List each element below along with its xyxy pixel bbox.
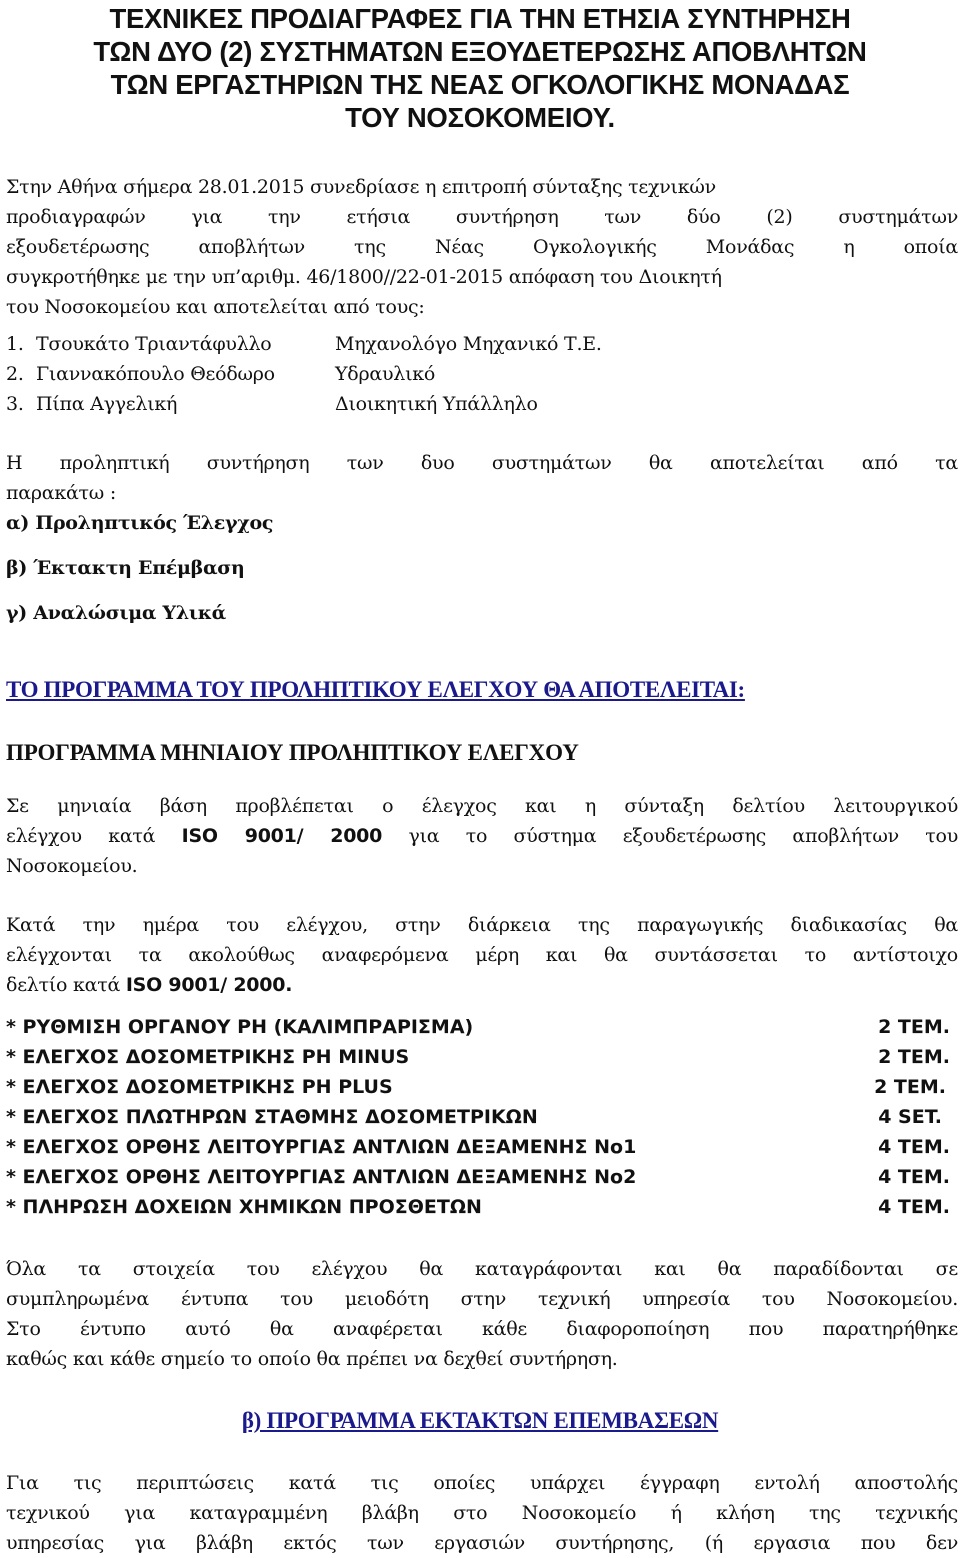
check-item-label: * ΕΛΕΓΧΟΣ ΟΡΘΗΣ ΛΕΙΤΟΥΡΓΙΑΣ ΑΝΤΛΙΩΝ ΔΕΞΑΜΕΝΗΣ Νο1 xyxy=(6,1136,637,1158)
emergency-paragraph-line: τεχνικού για καταγραμμένη βλάβη στο Νοσοκομείο ή κλήση της τεχνικής xyxy=(6,1502,958,1524)
text-span: δελτίο κατά xyxy=(6,974,126,996)
iso-standard: ISO 9001/ 2000 xyxy=(181,825,383,847)
maintenance-part: β) Έκτακτη Επέμβαση xyxy=(6,557,245,579)
check-item xyxy=(6,1162,950,1192)
intro-line: συγκροτήθηκε με την υπ’αριθμ. 46/1800//22-01-2015 απόφαση του Διοικητή xyxy=(6,266,722,288)
intro-line: Στην Αθήνα σήμερα 28.01.2015 συνεδρίασε η επιτροπή σύνταξης τεχνικών xyxy=(6,176,716,198)
maintenance-intro-line: παρακάτω : xyxy=(6,482,116,504)
member-number: 3. xyxy=(6,393,24,415)
member-name: Τσουκάτο Τριαντάφυλλο xyxy=(36,333,272,355)
check-item-qty: 4 ΤΕΜ. xyxy=(878,1166,950,1188)
emergency-paragraph-line: υπηρεσίας για βλάβη εκτός των εργασιών συντήρησης, (ή εργασια που δεν xyxy=(6,1532,958,1554)
maintenance-part: γ) Αναλώσιμα Υλικά xyxy=(6,602,226,624)
record-paragraph-line: Όλα τα στοιχεία του ελέγχου θα καταγράφονται και θα παραδίδονται σε xyxy=(6,1258,958,1280)
intro-line: προδιαγραφών για την ετήσια συντήρηση των δύο (2) συστημάτων xyxy=(6,206,958,228)
check-day-paragraph-line xyxy=(6,970,292,1000)
check-item-qty: 4 SET. xyxy=(878,1106,942,1128)
check-item-qty: 2 ΤΕΜ. xyxy=(878,1016,950,1038)
text-span: για το σύστημα εξουδετέρωσης αποβλήτων του xyxy=(382,825,958,847)
member-number: 1. xyxy=(6,333,24,355)
record-paragraph-line: συμπληρωμένα έντυπα του μειοδότη στην τεχνική υπηρεσία του Νοσοκομείου. xyxy=(6,1288,958,1310)
check-item xyxy=(6,1072,950,1102)
iso-standard: ISO 9001/ 2000. xyxy=(125,974,293,996)
monthly-heading: ΠΡΟΓΡΑΜΜΑ ΜΗΝΙΑΙΟΥ ΠΡΟΛΗΠΤΙΚΟΥ ΕΛΕΓΧΟΥ xyxy=(6,740,579,765)
document-title xyxy=(6,2,954,134)
maintenance-part: α) Προληπτικός Έλεγχος xyxy=(6,512,274,534)
record-paragraph-line: Στο έντυπο αυτό θα αναφέρεται κάθε διαφοροποίηση που παρατηρήθηκε xyxy=(6,1318,958,1340)
member-name: Πίπα Αγγελική xyxy=(36,393,178,415)
check-item xyxy=(6,1132,950,1162)
check-item-label: * ΕΛΕΓΧΟΣ ΟΡΘΗΣ ΛΕΙΤΟΥΡΓΙΑΣ ΑΝΤΛΙΩΝ ΔΕΞΑΜΕΝΗΣ Νο2 xyxy=(6,1166,637,1188)
check-item xyxy=(6,1192,950,1222)
emergency-paragraph-line: Για τις περιπτώσεις κατά τις οποίες υπάρχει έγγραφη εντολή αποστολής xyxy=(6,1472,958,1494)
check-item-qty: 4 ΤΕΜ. xyxy=(878,1196,950,1218)
monthly-paragraph-line: Νοσοκομείου. xyxy=(6,855,138,877)
check-item xyxy=(6,1102,950,1132)
title-line: ΤΩΝ ΕΡΓΑΣΤΗΡΙΩΝ ΤΗΣ ΝΕΑΣ ΟΓΚΟΛΟΓΙΚΗΣ ΜΟΝΑΔΑΣ xyxy=(110,69,850,100)
check-item-label: * ΕΛΕΓΧΟΣ ΔΟΣΟΜΕΤΡΙΚΗΣ PH MINUS xyxy=(6,1046,410,1068)
check-item-label: * ΕΛΕΓΧΟΣ ΠΛΩΤΗΡΩΝ ΣΤΑΘΜΗΣ ΔΟΣΟΜΕΤΡΙΚΩΝ xyxy=(6,1106,538,1128)
member-name: Γιαννακόπουλο Θεόδωρο xyxy=(36,363,275,385)
maintenance-intro-line: Η προληπτική συντήρηση των δυο συστημάτων θα αποτελείται από τα xyxy=(6,452,958,474)
check-item xyxy=(6,1012,950,1042)
text-span: ελέγχου κατά xyxy=(6,825,182,847)
check-item xyxy=(6,1042,950,1072)
intro-line: εξουδετέρωσης αποβλήτων της Νέας Ογκολογικής Μονάδας η οποία xyxy=(6,236,958,258)
check-item-label: * ΠΛΗΡΩΣΗ ΔΟΧΕΙΩΝ ΧΗΜΙΚΩΝ ΠΡΟΣΘΕΤΩΝ xyxy=(6,1196,482,1218)
check-day-paragraph-line: ελέγχονται τα ακολούθως αναφερόμενα μέρη και θα συντάσσεται το αντίστοιχο xyxy=(6,944,958,966)
monthly-paragraph-line: Σε μηνιαία βάση προβλέπεται ο έλεγχος και η σύνταξη δελτίου λειτουργικού xyxy=(6,795,958,817)
check-item-label: * ΡΥΘΜΙΣΗ ΟΡΓΑΝΟΥ PH (ΚΑΛΙΜΠΡΑΡΙΣΜΑ) xyxy=(6,1016,474,1038)
check-day-paragraph-line: Κατά την ημέρα του ελέγχου, στην διάρκεια της παραγωγικής διαδικασίας θα xyxy=(6,914,958,936)
title-line: ΤΩΝ ΔΥΟ (2) ΣΥΣΤΗΜΑΤΩΝ ΕΞΟΥΔΕΤΕΡΩΣΗΣ ΑΠΟΒΛΗΤΩΝ xyxy=(93,36,867,67)
member-number: 2. xyxy=(6,363,24,385)
title-line: ΤΕΧΝΙΚΕΣ ΠΡΟΔΙΑΓΡΑΦΕΣ ΓΙΑ ΤΗΝ ΕΤΗΣΙΑ ΣΥΝΤΗΡΗΣΗ xyxy=(109,3,851,34)
member-role: Μηχανολόγο Μηχανικό Τ.Ε. xyxy=(335,333,602,355)
program-heading: ΤΟ ΠΡΟΓΡΑΜΜΑ ΤΟΥ ΠΡΟΛΗΠΤΙΚΟΥ ΕΛΕΓΧΟΥ ΘΑ ΑΠΟΤΕΛΕΙΤΑΙ: xyxy=(6,677,745,702)
record-paragraph-line: καθώς και κάθε σημείο το οποίο θα πρέπει να δεχθεί συντήρηση. xyxy=(6,1348,618,1370)
check-item-label: * ΕΛΕΓΧΟΣ ΔΟΣΟΜΕΤΡΙΚΗΣ PH PLUS xyxy=(6,1076,393,1098)
check-item-qty: 2 ΤΕΜ. xyxy=(874,1076,946,1098)
intro-line: του Νοσοκομείου και αποτελείται από τους: xyxy=(6,296,425,318)
member-role: Υδραυλικό xyxy=(335,363,436,385)
check-item-qty: 2 ΤΕΜ. xyxy=(878,1046,950,1068)
title-line: ΤΟΥ ΝΟΣΟΚΟΜΕΙΟΥ. xyxy=(345,102,615,133)
member-role: Διοικητική Υπάλληλο xyxy=(335,393,538,415)
emergency-heading: β) ΠΡΟΓΡΑΜΜΑ ΕΚΤΑΚΤΩΝ ΕΠΕΜΒΑΣΕΩΝ xyxy=(241,1408,719,1433)
check-item-qty: 4 ΤΕΜ. xyxy=(878,1136,950,1158)
monthly-paragraph-line xyxy=(6,821,958,851)
